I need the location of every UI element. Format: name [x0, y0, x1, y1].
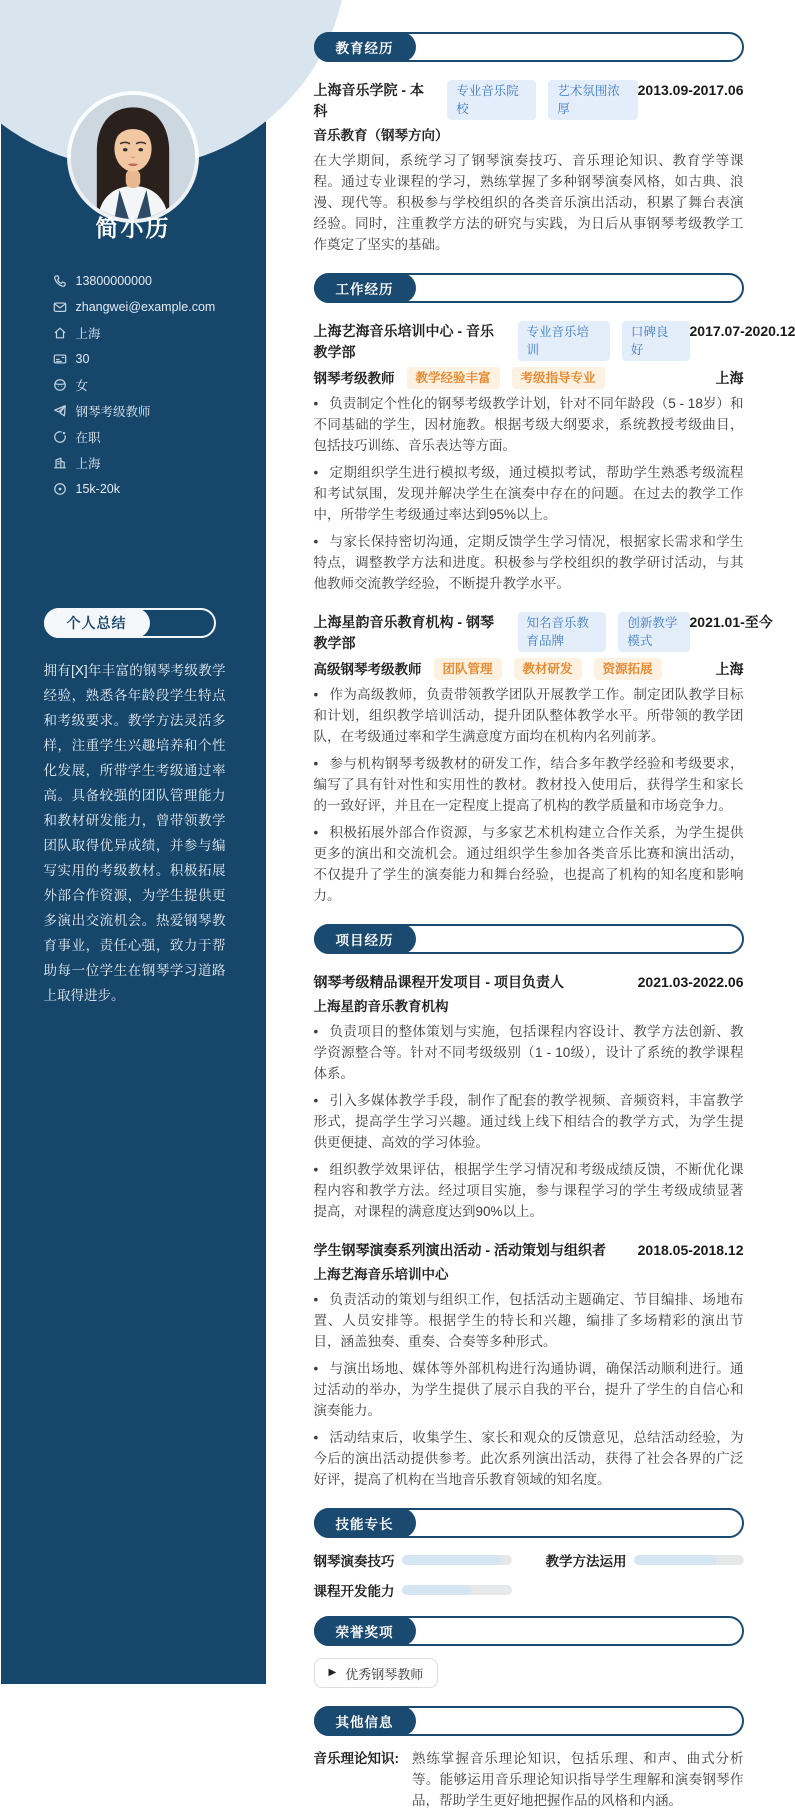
project-date: 2021.03-2022.06	[638, 972, 744, 993]
contact-list	[53, 268, 253, 502]
education-description: 在大学期间，系统学习了钢琴演奏技巧、音乐理论知识、教育学等课程。通过专业课程的学习，熟练掌握了多种钢琴演奏风格，如古典、浪漫、现代等。积极参与学校组织的各类音乐演出活动，积累了舞台表演经验。同时，注重教学方法的研究与实践，为日后从事钢琴考级教学工作奠定了坚实的基础。	[314, 150, 744, 255]
work-bullet: • 定期组织学生进行模拟考级，通过模拟考试，帮助学生熟悉考级流程和考试氛围，发现并解决学生在演奏中存在的问题。在过去的教学工作中，所带学生考级通过率达到95%以上。	[314, 462, 744, 525]
work-date: 2017.07-2020.12	[690, 321, 795, 342]
work-bullet: • 作为高级教师，负责带领教学团队开展教学工作。制定团队教学目标和计划，组织教学培训活动，提升团队整体教学水平。所带领的教学团队，在考级通过率和学生满意度方面均在机构内名列前茅。	[314, 684, 744, 747]
contact-gender-text: 女	[76, 376, 89, 394]
section-honors	[314, 1616, 744, 1688]
section-work	[314, 273, 744, 906]
tag: 考级指导专业	[512, 367, 605, 389]
skill-bar	[402, 1555, 512, 1565]
project-bullet: • 负责活动的策划与组织工作，包括活动主题确定、节目编排、场地布置、人员安排等。根据学生的特长和兴趣，编排了多场精彩的演出节目，涵盖独奏、重奏、合奏等多种形式。	[314, 1289, 744, 1352]
tag: 团队管理	[434, 658, 502, 680]
education-date: 2013.09-2017.06	[638, 80, 744, 101]
skill-item	[546, 1552, 744, 1568]
tag: 艺术氛围浓厚	[548, 80, 637, 120]
award-label: 优秀钢琴教师	[345, 1664, 423, 1683]
contact-email	[53, 294, 253, 320]
project-bullet: • 活动结束后，收集学生、家长和观众的反馈意见，总结活动经验，为今后的演出活动提供参考。此次系列演出活动，获得了社会各界的广泛好评，提高了机构在当地音乐教育领域的知名度。	[314, 1427, 744, 1490]
skill-item	[314, 1582, 512, 1598]
skill-bar-fill	[634, 1555, 718, 1565]
skills-grid	[314, 1550, 744, 1598]
other-info-text: 熟练掌握音乐理论知识，包括乐理、和声、曲式分析等。能够运用音乐理论知识指导学生理解和演奏钢琴作品，帮助学生更好地把握作品的风格和内涵。	[412, 1748, 744, 1811]
summary-section-header	[44, 608, 216, 638]
tag: 教材研发	[514, 658, 582, 680]
work-bullet: • 负责制定个性化的钢琴考级教学计划，针对不同年龄段（5 - 18岁）和不同基础的学生，因材施教。根据考级大纲要求，系统教授考级曲目，包括技巧训练、音乐表达等方面。	[314, 393, 744, 456]
role-title: 高级钢琴考级教师	[314, 659, 422, 680]
education-entry	[314, 80, 744, 255]
sidebar	[1, 0, 266, 1684]
project-entry-head	[314, 972, 744, 993]
skill-bar	[634, 1555, 744, 1565]
contact-location-text: 上海	[76, 324, 101, 342]
project-bullet: • 引入多媒体教学手段，制作了配套的教学视频、音频资料，丰富教学形式，提高学生学习兴趣。通过线上线下相结合的教学方式，为学生提供更便捷、高效的学习体验。	[314, 1090, 744, 1153]
section-header-honors	[314, 1616, 744, 1646]
bullet-icon: •	[314, 1162, 319, 1177]
mail-icon	[53, 300, 67, 314]
work-bullet: • 与家长保持密切沟通，定期反馈学生学习情况，根据家长需求和学生特点，调整教学方法和进度。积极参与学校组织的教学研讨活动，与其他教师交流教学经验，不断提升教学水平。	[314, 531, 744, 594]
tag: 教学经验丰富	[407, 367, 500, 389]
gender-icon	[53, 378, 67, 392]
company-tags	[518, 612, 690, 652]
section-title-work: 工作经历	[314, 273, 416, 303]
work-bullet: • 参与机构钢琴考级教材的研发工作，结合多年教学经验和考级要求，编写了具有针对性和实用性的教材。教材投入使用后，获得学生和家长的一致好评，并且在一定程度上提高了机构的教学质量和市场竞争力。	[314, 753, 744, 816]
bullet-icon: •	[314, 1430, 319, 1445]
bullet-icon: •	[314, 1024, 319, 1039]
major: 音乐教育（钢琴方向）	[314, 126, 744, 146]
summary-title: 个人总结	[44, 608, 150, 638]
bullet-icon: •	[314, 396, 319, 411]
section-header-work	[314, 273, 744, 303]
school-name: 上海音乐学院 - 本科	[314, 80, 434, 122]
contact-phone	[53, 268, 253, 294]
contact-status	[53, 424, 253, 450]
section-other	[314, 1706, 744, 1811]
project-bullet: • 组织教学效果评估，根据学生学习情况和考级成绩反馈，不断优化课程内容和教学方法。经过项目实施，参与课程学习的学生考级成绩显著提高，对课程的满意度达到90%以上。	[314, 1159, 744, 1222]
skill-name: 课程开发能力	[314, 1580, 402, 1600]
section-title-education: 教育经历	[314, 32, 416, 62]
contact-position	[53, 398, 253, 424]
tag: 资源拓展	[594, 658, 662, 680]
contact-position-text: 钢琴考级教师	[76, 402, 151, 420]
work-entry	[314, 321, 744, 594]
bullet-icon: •	[314, 1361, 319, 1376]
section-title-honors: 荣誉奖项	[314, 1616, 416, 1646]
contact-city	[53, 450, 253, 476]
bullet-icon: •	[314, 1292, 319, 1307]
section-projects	[314, 924, 744, 1490]
summary-text: 拥有[X]年丰富的钢琴考级教学经验，熟悉各年龄段学生特点和考级要求。教学方法灵活多样，注重学生兴趣培养和个性化发展，所带学生考级通过率高。具备较强的团队管理能力和教材研发能力，曾带领教学团队取得优异成绩，并参与编写实用的考级教材。积极拓展外部合作资源，为学生提供更多演出交流机会。热爱钢琴教育事业，责任心强，致力于帮助每一位学生在钢琴学习道路上取得进步。	[44, 658, 226, 1008]
contact-salary-text: 15k-20k	[76, 482, 120, 496]
contact-age	[53, 346, 253, 372]
phone-icon	[53, 274, 67, 288]
home-icon	[53, 326, 67, 340]
project-bullet: • 负责项目的整体策划与实施，包括课程内容设计、教学方法创新、教学资源整合等。针对不同考级级别（1 - 10级），设计了系统的教学课程体系。	[314, 1021, 744, 1084]
contact-status-text: 在职	[76, 428, 101, 446]
contact-city-text: 上海	[76, 454, 101, 472]
bullet-icon: •	[314, 687, 319, 702]
skill-item	[314, 1552, 512, 1568]
skill-bar-fill	[402, 1555, 501, 1565]
company-tags	[518, 321, 690, 361]
id-card-icon	[53, 352, 67, 366]
school-tags	[447, 80, 637, 120]
role-row	[314, 658, 744, 680]
play-icon: ▶	[329, 1668, 337, 1678]
project-name: 学生钢琴演奏系列演出活动 - 活动策划与组织者	[314, 1240, 606, 1261]
contact-phone-text: 13800000000	[76, 274, 152, 288]
bullet-icon: •	[314, 756, 319, 771]
project-date: 2018.05-2018.12	[638, 1240, 744, 1261]
tag: 口碑良好	[622, 321, 690, 361]
work-date: 2021.01-至今	[690, 612, 773, 633]
section-title-projects: 项目经历	[314, 924, 416, 954]
bullet-icon: •	[314, 825, 319, 840]
work-entry-head	[314, 321, 744, 363]
project-name: 钢琴考级精品课程开发项目 - 项目负责人	[314, 972, 564, 993]
project-entry-head	[314, 1240, 744, 1261]
main-content	[266, 0, 795, 1684]
section-skills	[314, 1508, 744, 1598]
contact-location	[53, 320, 253, 346]
section-title-other: 其他信息	[314, 1706, 416, 1736]
tag: 专业音乐院校	[447, 80, 536, 120]
skill-bar-fill	[402, 1585, 472, 1595]
role-title: 钢琴考级教师	[314, 368, 395, 389]
avatar-photo	[71, 95, 195, 219]
status-icon	[53, 430, 67, 444]
role-tags	[407, 367, 605, 389]
work-location: 上海	[716, 368, 744, 388]
project-org: 上海艺海音乐培训中心	[314, 1265, 744, 1285]
project-entry	[314, 1240, 744, 1490]
contact-email-text: zhangwei@example.com	[76, 300, 216, 314]
tag: 创新教学模式	[618, 612, 689, 652]
company-name: 上海星韵音乐教育机构 - 钢琴教学部	[314, 612, 504, 654]
contact-gender	[53, 372, 253, 398]
section-header-other	[314, 1706, 744, 1736]
section-education	[314, 32, 744, 255]
section-header-skills	[314, 1508, 744, 1538]
project-entry	[314, 972, 744, 1222]
role-row	[314, 367, 744, 389]
bullet-icon: •	[314, 1093, 319, 1108]
project-bullet: • 与演出场地、媒体等外部机构进行沟通协调，确保活动顺利进行。通过活动的举办，为学生提供了展示自我的平台，提升了学生的自信心和演奏能力。	[314, 1358, 744, 1421]
building-icon	[53, 456, 67, 470]
award-item[interactable]	[314, 1658, 439, 1688]
project-org: 上海星韵音乐教育机构	[314, 997, 744, 1017]
paper-plane-icon	[53, 404, 67, 418]
tag: 知名音乐教育品牌	[518, 612, 607, 652]
skill-name: 教学方法运用	[546, 1550, 634, 1570]
role-tags	[434, 658, 662, 680]
work-entry	[314, 612, 744, 906]
tag: 专业音乐培训	[518, 321, 610, 361]
section-title-skills: 技能专长	[314, 1508, 416, 1538]
section-header-projects	[314, 924, 744, 954]
resume-page	[1, 0, 795, 1684]
bullet-icon: •	[314, 534, 319, 549]
skill-name: 钢琴演奏技巧	[314, 1550, 402, 1570]
work-entry-head	[314, 612, 744, 654]
candidate-name: 简小历	[1, 210, 266, 243]
skill-bar	[402, 1585, 512, 1595]
contact-age-text: 30	[76, 352, 90, 366]
education-entry-head	[314, 80, 744, 122]
work-location: 上海	[716, 659, 744, 679]
bullet-icon: •	[314, 465, 319, 480]
salary-target-icon	[53, 482, 67, 496]
other-info-label: 音乐理论知识:	[314, 1748, 400, 1769]
work-bullet: • 积极拓展外部合作资源，与多家艺术机构建立合作关系，为学生提供更多的演出和交流机会。通过组织学生参加各类音乐比赛和演出活动，不仅提升了学生的演奏能力和舞台经验，也提高了机构的知名度和影响力。	[314, 822, 744, 906]
other-info-item	[314, 1748, 744, 1811]
company-name: 上海艺海音乐培训中心 - 音乐教学部	[314, 321, 504, 363]
contact-salary	[53, 476, 253, 502]
avatar	[71, 95, 195, 219]
section-header-education	[314, 32, 744, 62]
